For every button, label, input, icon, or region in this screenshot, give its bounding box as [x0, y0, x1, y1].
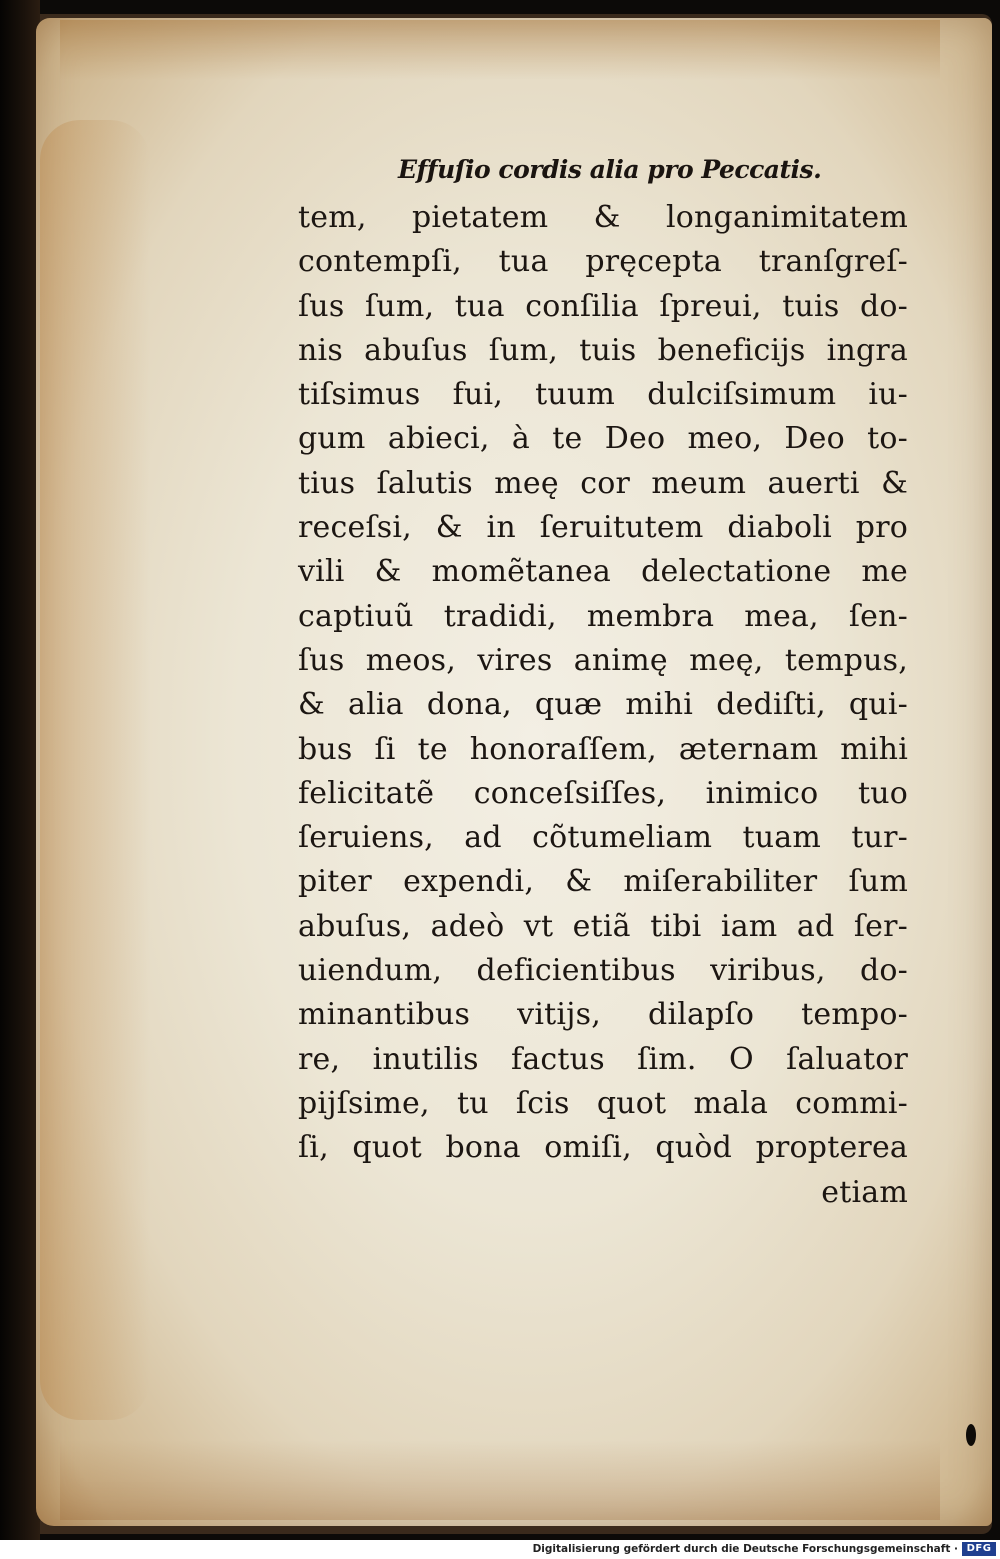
- catchword: etiam: [821, 1174, 908, 1210]
- foxing-stain-top: [60, 20, 940, 80]
- text-line: vili & momẽtanea delectatione me: [298, 554, 908, 590]
- text-line: ſeruiens, ad cõtumeliam tuam tur-: [298, 820, 908, 856]
- text-line: piter expendi, & miſerabiliter ſum: [298, 864, 908, 900]
- text-line: pijſsime, tu ſcis quot mala commi-: [298, 1085, 908, 1121]
- text-line: tem, pietatem & longanimitatem: [298, 200, 908, 235]
- book-spine: [0, 0, 40, 1540]
- text-line: minantibus vitijs, dilapſo tempo-: [298, 997, 908, 1033]
- text-line: contempſi, tua pręcepta tranſgreſ-: [298, 244, 908, 280]
- text-line: ſus meos, vires animę meę, tempus,: [298, 642, 908, 678]
- text-line: uiendum, deficientibus viribus, do-: [298, 953, 908, 989]
- text-line: gum abieci, à te Deo meo, Deo to-: [298, 421, 908, 457]
- foxing-stain-bottom: [60, 1440, 940, 1520]
- text-line: captiuũ tradidi, membra mea, ſen-: [298, 598, 908, 634]
- ink-blot: [966, 1424, 976, 1446]
- text-line: abuſus, adeò vt etiã tibi iam ad ſer-: [298, 908, 908, 944]
- text-line: bus ſi te honoraſſem, æternam mihi: [298, 731, 908, 767]
- show-through-ink: [306, 1170, 586, 1200]
- digitization-footer: [0, 1540, 1000, 1559]
- text-line: felicitatẽ conceſsiſſes, inimico tuo: [298, 775, 908, 811]
- text-line: ſi, quot bona omiſi, quòd propterea: [298, 1130, 908, 1166]
- text-line: nis abuſus ſum, tuis beneficijs ingra: [298, 332, 908, 368]
- text-line: re, inutilis factus ſim. O ſaluator: [298, 1041, 908, 1077]
- dfg-logo-icon: DFG: [962, 1542, 996, 1556]
- text-line: tius ſalutis meę cor meum auerti &: [298, 465, 908, 501]
- body-text: [298, 196, 908, 1215]
- funding-credit: Digitalisierung gefördert durch die Deutsche Forschungsgemeinschaft ·: [532, 1543, 958, 1555]
- text-line: receſsi, & in ſeruitutem diaboli pro: [298, 510, 908, 546]
- text-line: ſus ſum, tua conſilia ſpreui, tuis do-: [298, 288, 908, 324]
- text-line: tiſsimus fui, tuum dulciſsimum iu-: [298, 377, 908, 413]
- text-line: & alia dona, quæ mihi dediſti, qui-: [298, 687, 908, 723]
- foxing-stain-left: [40, 120, 150, 1420]
- running-head: Effuſio cordis alia pro Peccatis.: [398, 155, 822, 184]
